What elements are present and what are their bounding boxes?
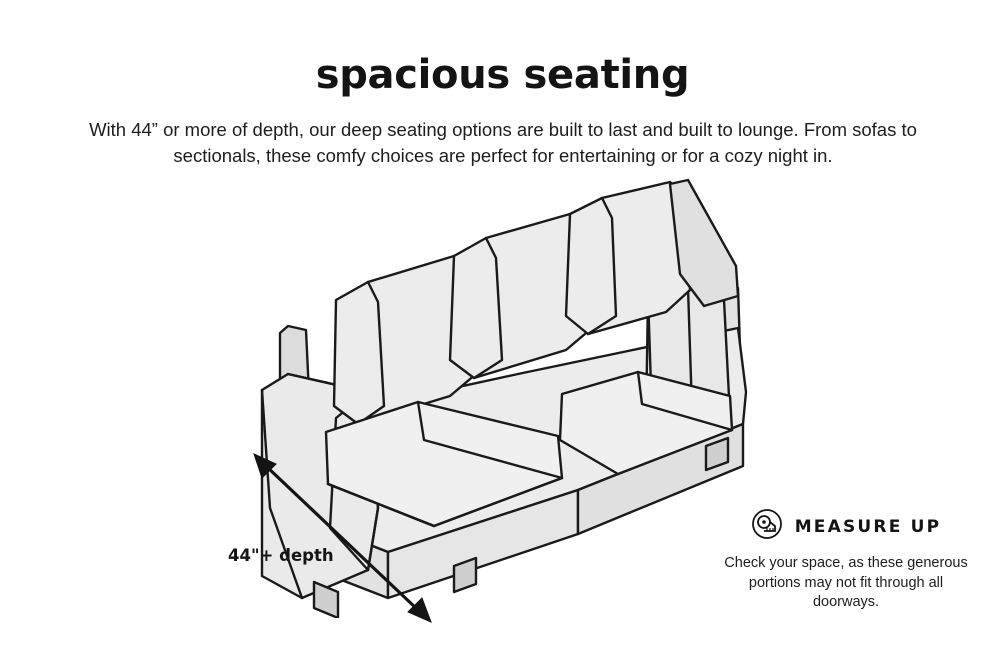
measure-up-title: MEASURE UP: [794, 516, 942, 537]
page-title: spacious seating: [315, 52, 690, 98]
page-subtitle: With 44” or more of depth, our deep seating options are built to last and built to lounge. From sofas to sectionals, these comfy choices are perfect for entertaining or for a cozy night in.: [89, 119, 917, 166]
depth-dimension-arrow: [250, 452, 435, 624]
measure-up-note: Check your space, as these generous portions may not fit through all doorways.: [724, 555, 968, 610]
depth-dimension-label: 44"+ depth: [228, 546, 334, 565]
measure-up-block: [715, 508, 977, 613]
measure-tape-icon: [751, 508, 783, 545]
measure-up-header: [715, 508, 977, 545]
